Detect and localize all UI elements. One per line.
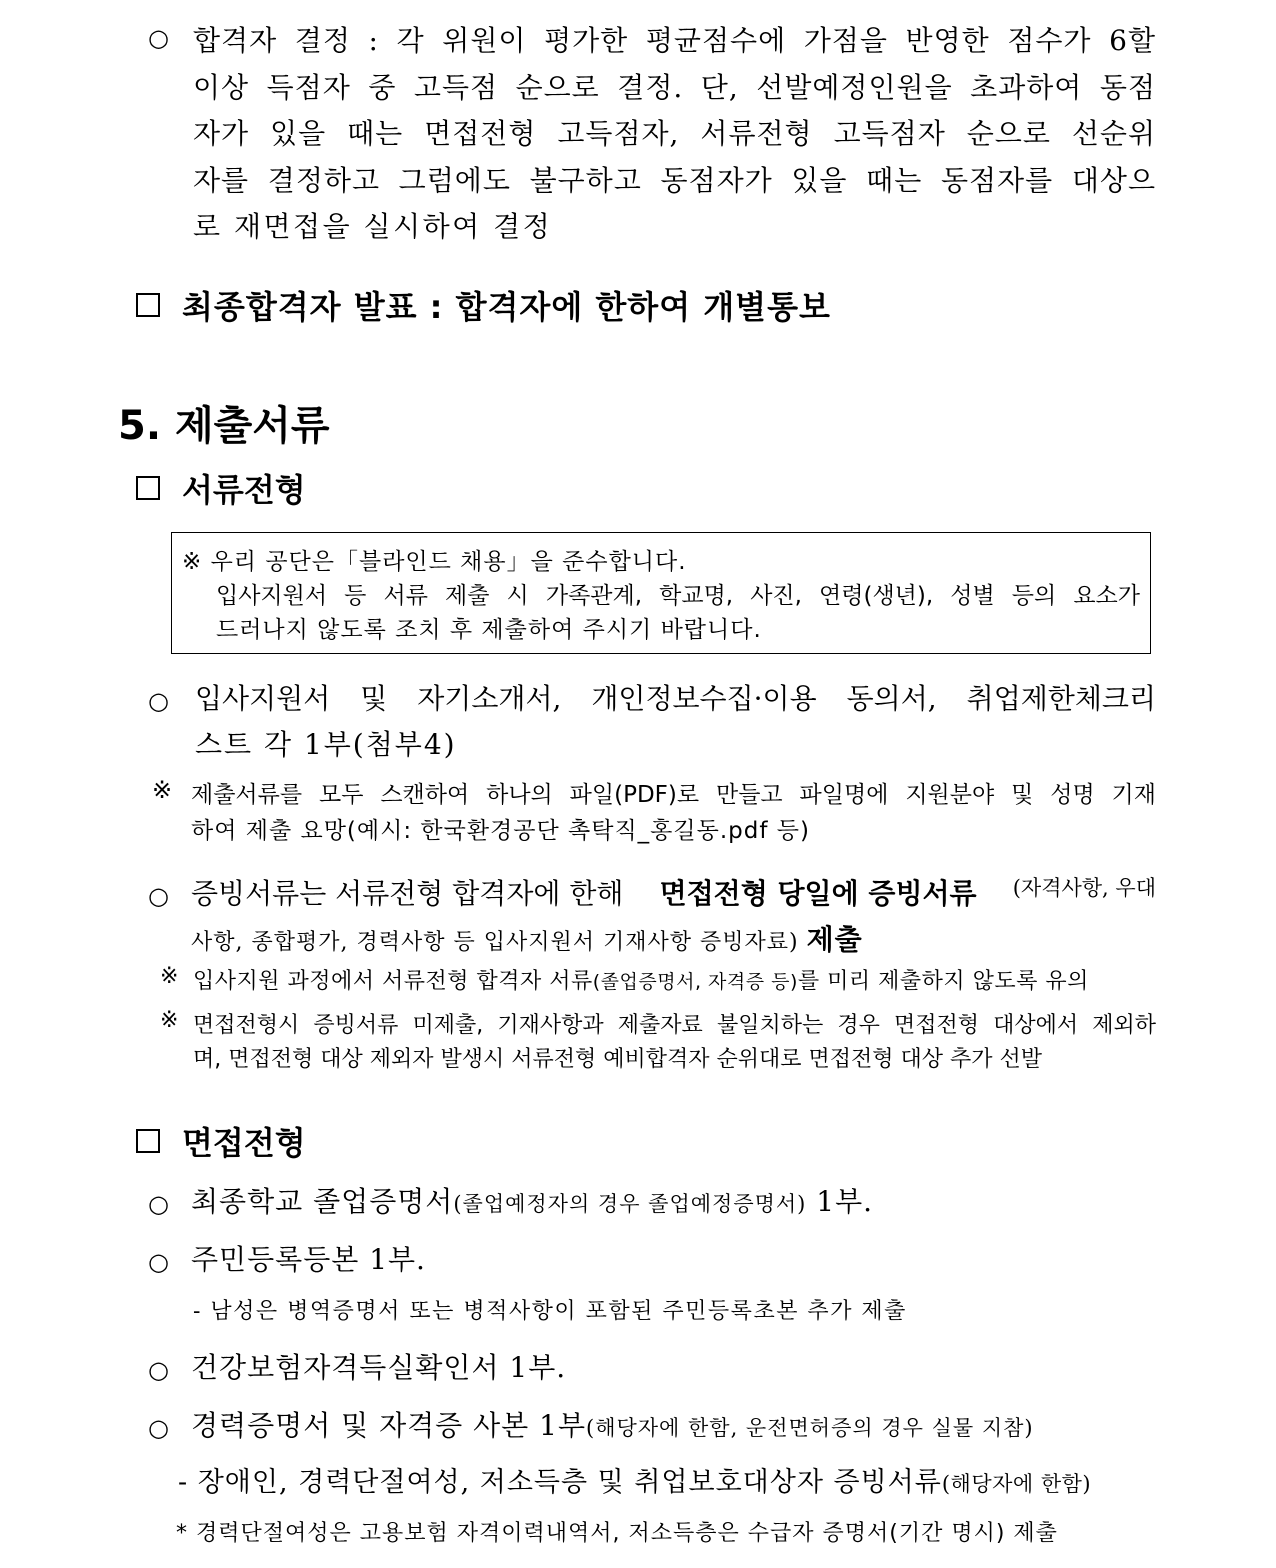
- circle-bullet: ○: [148, 1190, 169, 1218]
- scan-note-line: 하여 제출 요망(예시: 한국환경공단 촉탁직_홍길동.pdf 등): [191, 818, 810, 844]
- interview-doc-text: 경력증명서 및 자격증 사본 1부(해당자에 한함, 운전면허증의 경우 실물 지참): [191, 1409, 1034, 1442]
- proof-emphasis: 면접전형 당일에 증빙서류: [659, 877, 977, 910]
- career-break-footnote: * 경력단절여성은 고용보험 자격이력내역서, 저소득층은 수급자 증명서(기간 명시) 제출: [176, 1521, 1058, 1546]
- interview-doc-text: 건강보험자격득실확인서 1부.: [191, 1351, 567, 1384]
- scan-note-line: 제출서류를 모두 스캔하여 하나의 파일(PDF)로 만들고 파일명에 지원분야 및 성명 기재: [191, 782, 1156, 808]
- interview-label: 면접전형: [182, 1124, 306, 1162]
- decision-line: 자가 있을 때는 면접전형 고득점자, 서류전형 고득점자 순으로 선순위: [193, 117, 1156, 150]
- interview-doc-text: 주민등록등본 1부.: [191, 1243, 426, 1276]
- circle-bullet: ○: [148, 882, 169, 910]
- proof-note-line: 면접전형시 증빙서류 미제출, 기재사항과 제출자료 불일치하는 경우 면접전형 대상에서 제외하: [193, 1013, 1156, 1038]
- male-sub-note: - 남성은 병역증명서 또는 병적사항이 포함된 주민등록초본 추가 제출: [193, 1299, 907, 1324]
- circle-bullet: ○: [148, 24, 169, 52]
- note-mark: ※: [160, 1008, 179, 1033]
- proof-docs-line: [191, 872, 1156, 912]
- note-mark: ※: [152, 776, 173, 804]
- checkbox-square-icon: [136, 476, 160, 500]
- proof-submit: 제출: [806, 923, 863, 956]
- decision-line: 자를 결정하고 그럼에도 불구하고 동점자가 있을 때는 동점자를 대상으: [193, 163, 1156, 197]
- circle-bullet: ○: [148, 1414, 169, 1442]
- circle-bullet: ○: [148, 687, 169, 715]
- circle-bullet: ○: [148, 1356, 169, 1384]
- proof-detail: 사항, 종합평가, 경력사항 등 입사지원서 기재사항 증빙자료): [191, 930, 807, 955]
- notice-line: 드러나지 않도록 조치 후 제출하여 주시기 바랍니다.: [216, 617, 762, 643]
- application-docs-line: 스트 각 1부(첨부4): [195, 728, 457, 761]
- decision-line: 로 재면접을 실시하여 결정: [193, 210, 553, 243]
- interview-doc-text: 최종학교 졸업증명서(졸업예정자의 경우 졸업예정증명서) 1부.: [191, 1185, 874, 1218]
- checkbox-square-icon: [136, 1129, 160, 1153]
- decision-line: 이상 득점자 중 고득점 순으로 결정. 단, 선발예정인원을 초과하여 동점: [193, 70, 1156, 104]
- proof-note-line: 며, 면접전형 대상 제외자 발생시 서류전형 예비합격자 순위대로 면접전형 대상 추가 선발: [193, 1047, 1042, 1072]
- interview-heading: [136, 1118, 306, 1164]
- final-announcement-text: 최종합격자 발표 : 합격자에 한하여 개별통보: [182, 288, 831, 326]
- decision-line: 합격자 결정 : 각 위원이 평가한 평균점수에 가점을 반영한 점수가 6할: [193, 24, 1156, 57]
- checkbox-square-icon: [136, 293, 160, 317]
- note-mark: ※: [160, 964, 179, 989]
- circle-bullet: ○: [148, 1248, 169, 1276]
- proof-text: 증빙서류는 서류전형 합격자에 한해: [191, 877, 624, 910]
- notice-line: 입사지원서 등 서류 제출 시 가족관계, 학교명, 사진, 연령(생년), 성별 등의 요소가: [216, 583, 1140, 609]
- proof-docs-line: [191, 918, 863, 958]
- application-docs-line: 입사지원서 및 자기소개서, 개인정보수집·이용 동의서, 취업제한체크리: [195, 682, 1156, 715]
- proof-detail: (자격사항, 우대: [1012, 876, 1156, 900]
- final-announcement-heading: [136, 282, 831, 328]
- notice-line: ※ 우리 공단은「블라인드 채용」을 준수합니다.: [182, 549, 687, 575]
- decision-text: [193, 18, 1156, 251]
- section-title: 5. 제출서류: [118, 403, 330, 449]
- doc-screening-label: 서류전형: [182, 471, 306, 509]
- blind-hiring-notice-box: [171, 532, 1151, 654]
- disabled-sub-item: - 장애인, 경력단절여성, 저소득층 및 취업보호대상자 증빙서류(해당자에 한함): [178, 1467, 1092, 1498]
- proof-note-text: 입사지원 과정에서 서류전형 합격자 서류(졸업증명서, 자격증 등)를 미리 제출하지 않도록 유의: [193, 969, 1089, 994]
- doc-screening-heading: [136, 465, 306, 511]
